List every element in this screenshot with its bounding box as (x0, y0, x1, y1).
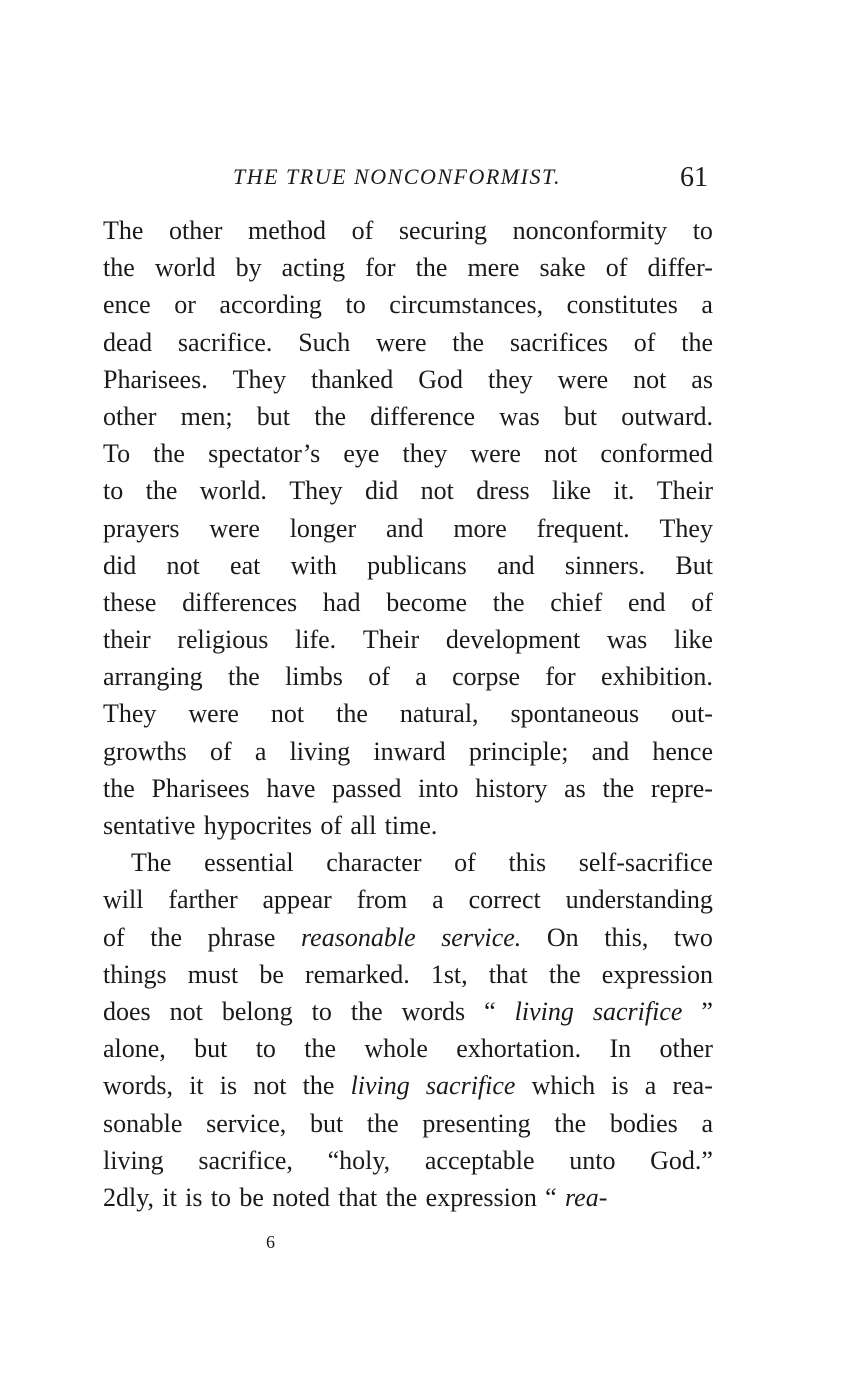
word: farther (168, 885, 238, 915)
word: sake (539, 253, 586, 283)
word: a (254, 736, 267, 766)
word: were (209, 513, 260, 543)
word: to (103, 476, 124, 506)
text-line (103, 1179, 713, 1216)
word: world. (199, 476, 267, 506)
word: the (366, 1108, 399, 1138)
word: method (248, 216, 327, 245)
word: men; (180, 401, 233, 431)
running-title: THE TRUE NONCONFORMIST. (233, 164, 562, 189)
word: the (150, 922, 183, 952)
word: was (606, 625, 648, 655)
word: the (415, 253, 448, 283)
word: Their (362, 625, 420, 655)
word: of (691, 587, 713, 617)
word: were (557, 364, 609, 394)
word: natural, (399, 699, 479, 729)
word: did (103, 550, 137, 580)
word: sacrifice. (177, 327, 273, 357)
word: thanked (311, 364, 394, 394)
word: the (302, 1071, 335, 1101)
word: passed (332, 773, 402, 803)
word: the (452, 327, 485, 357)
word: In (609, 1034, 632, 1064)
word: prayers (103, 513, 180, 543)
word: for (365, 253, 396, 283)
word: service, (206, 1108, 287, 1138)
word: of (454, 848, 476, 878)
word: the (314, 401, 346, 431)
text-line (103, 770, 713, 807)
word: other (659, 1034, 713, 1064)
text-line (103, 733, 713, 770)
text-line (103, 1105, 713, 1142)
word: to (311, 996, 332, 1026)
word: repre- (650, 773, 713, 803)
word: must (187, 959, 239, 989)
word: end (627, 587, 666, 617)
word: differ- (647, 253, 713, 283)
word: and (385, 513, 424, 543)
word: difference (370, 401, 476, 431)
word: of (368, 662, 390, 692)
word: was (499, 401, 540, 431)
word: the (304, 1034, 337, 1064)
word: time. (384, 811, 438, 840)
word: a (701, 290, 713, 320)
word: religious (177, 625, 269, 655)
word: from (356, 885, 408, 915)
word: they (402, 439, 448, 469)
text-line (103, 435, 713, 472)
word: to (210, 1182, 232, 1212)
word: rea- (672, 1071, 713, 1101)
word: the (103, 773, 135, 803)
page-number: 61 (680, 162, 708, 193)
text-line (103, 249, 713, 286)
word: the (492, 587, 525, 617)
word: Such (298, 327, 351, 357)
word: not (169, 996, 203, 1026)
word: but (256, 401, 291, 431)
word: of (351, 216, 374, 245)
word: world (154, 253, 216, 283)
word: bodies (609, 1108, 678, 1138)
word: to (345, 290, 366, 320)
word: unto (569, 1145, 616, 1175)
word: 2dly, (103, 1182, 155, 1212)
word: not (420, 476, 454, 506)
word: will (103, 885, 144, 915)
word: things (103, 959, 167, 989)
word: the (554, 1108, 587, 1138)
word: living (350, 1071, 410, 1101)
text-line (103, 510, 713, 547)
word: Pharisees (151, 773, 250, 803)
word: eye (343, 439, 380, 469)
word: 1st, (430, 959, 468, 989)
word: living (289, 736, 351, 766)
text-line (103, 621, 713, 658)
word: living (103, 1145, 164, 1175)
word: corpse (452, 662, 520, 692)
word: spontaneous (510, 699, 640, 729)
word: this, (604, 922, 649, 952)
word: the (350, 996, 383, 1026)
word: that (488, 959, 528, 989)
text-line (103, 658, 713, 695)
word: principle; (468, 736, 569, 766)
word: according (219, 290, 322, 320)
word: growths (103, 736, 187, 766)
word: were (188, 699, 239, 729)
word: is (219, 1071, 238, 1101)
word: history (475, 773, 548, 803)
word: two (673, 922, 713, 952)
word: constitutes (566, 290, 678, 320)
word: the (681, 327, 713, 357)
word: ” (701, 996, 713, 1026)
word: their (103, 625, 151, 655)
word: differences (182, 587, 298, 617)
word: become (386, 587, 468, 617)
word: They (103, 699, 157, 729)
word: not (270, 699, 305, 729)
word: they (487, 364, 533, 394)
text-line (103, 1030, 713, 1067)
word: appear (262, 885, 332, 915)
word: The (131, 848, 172, 878)
word: but (194, 1034, 228, 1064)
word: circumstances, (389, 290, 544, 320)
text-line (103, 993, 713, 1030)
word: phrase (207, 922, 276, 952)
word: eat (230, 550, 261, 580)
word: to (255, 1034, 276, 1064)
text-line (103, 695, 713, 732)
word: presenting (422, 1108, 531, 1138)
word: exhibition. (601, 662, 713, 692)
word: dead (103, 327, 153, 357)
word: the (153, 439, 185, 469)
word: inward (373, 736, 446, 766)
word: words, (103, 1071, 174, 1101)
word: the (145, 476, 178, 506)
word: spectator’s (208, 439, 321, 469)
word: sacrifice (425, 1071, 516, 1101)
word: hence (652, 736, 713, 766)
word: that (338, 1182, 378, 1212)
word: the (336, 699, 368, 729)
word: remarked. (305, 959, 410, 989)
word: other (103, 401, 157, 431)
word: of (209, 736, 232, 766)
word: securing (398, 216, 487, 245)
word: were (375, 327, 427, 357)
word: life. (295, 625, 337, 655)
word: not (544, 439, 578, 469)
word: “ (545, 1182, 557, 1212)
word: To (103, 439, 131, 469)
word: outward. (621, 401, 713, 431)
word: correct (468, 885, 541, 915)
word: expression (601, 959, 713, 989)
text-line (103, 584, 713, 621)
word: of (320, 811, 343, 840)
word: words (401, 996, 466, 1026)
text-line (103, 547, 713, 584)
word: but (309, 1108, 344, 1138)
text-line (103, 472, 713, 509)
word: exhortation. (456, 1034, 582, 1064)
word: arranging (103, 662, 203, 692)
word: had (322, 587, 361, 617)
text-line (103, 881, 713, 918)
word: a (432, 885, 444, 915)
signature-mark: 6 (266, 1232, 275, 1252)
word: does (103, 996, 151, 1026)
word: God (418, 364, 464, 394)
word: out- (671, 699, 713, 729)
text-line (103, 919, 713, 956)
word: They (289, 476, 343, 506)
word: not (633, 364, 667, 394)
word: frequent. (536, 513, 630, 543)
word: it (162, 1182, 177, 1212)
word: understanding (565, 885, 713, 915)
word: ence (103, 290, 151, 320)
word: not (253, 1071, 287, 1101)
word: the (548, 959, 581, 989)
word: Their (656, 476, 713, 506)
word: to (692, 216, 713, 245)
word: this (508, 848, 547, 878)
word: whole (364, 1034, 428, 1064)
word: But (675, 550, 713, 580)
text-line (103, 398, 713, 435)
word: self-sacrifice (578, 848, 713, 878)
word: it (189, 1071, 204, 1101)
word: with (290, 550, 337, 580)
word: these (103, 587, 157, 617)
word: belong (221, 996, 293, 1026)
word: dress (476, 476, 530, 506)
word: sacrifice (592, 996, 683, 1026)
text-line (103, 286, 713, 323)
word: of (605, 253, 628, 283)
text-line (103, 1067, 713, 1104)
text-line (103, 844, 713, 881)
word: sentative (103, 811, 196, 840)
paragraph (103, 212, 713, 844)
word: not (166, 550, 200, 580)
word: alone, (103, 1034, 166, 1064)
word: expression (425, 1182, 537, 1212)
text-line (103, 807, 713, 844)
word: into (418, 773, 459, 803)
body-text (103, 212, 713, 1216)
text-line (103, 324, 713, 361)
word: They (659, 513, 713, 543)
word: reasonable (301, 922, 416, 952)
word: a (701, 1108, 713, 1138)
word: more (453, 513, 507, 543)
word: The (103, 216, 144, 245)
word: “holy, (327, 1145, 391, 1175)
word: it. (613, 476, 635, 506)
word: “ (484, 996, 496, 1026)
word: sinners. (564, 550, 646, 580)
word: of (103, 922, 125, 952)
word: rea- (565, 1182, 608, 1212)
word: a (415, 662, 427, 692)
word: character (326, 848, 422, 878)
word: chief (550, 587, 603, 617)
word: the (385, 1182, 418, 1212)
word: a (644, 1071, 657, 1101)
word: for (545, 662, 576, 692)
word: have (266, 773, 316, 803)
word: conformed (600, 439, 713, 469)
word: service. (441, 922, 522, 952)
word: as (564, 773, 586, 803)
word: acceptable (424, 1145, 535, 1175)
word: noted (272, 1182, 330, 1212)
word: which (531, 1071, 596, 1101)
word: nonconformity (512, 216, 668, 245)
word: acting (281, 253, 346, 283)
word: On (546, 922, 579, 952)
word: God.” (650, 1145, 713, 1175)
word: development (445, 625, 581, 655)
paragraph (103, 844, 713, 1216)
word: the (103, 253, 135, 283)
word: by (235, 253, 262, 283)
word: like (552, 476, 592, 506)
word: Pharisees. (103, 364, 208, 394)
word: the (602, 773, 635, 803)
word: like (673, 625, 713, 655)
word: all (350, 811, 377, 840)
word: They (232, 364, 287, 394)
word: or (174, 290, 196, 320)
word: but (563, 401, 598, 431)
text-line (103, 361, 713, 398)
word: sonable (103, 1108, 183, 1138)
word: other (169, 216, 223, 245)
word: as (691, 364, 713, 394)
word: limbs (285, 662, 343, 692)
text-line (103, 1142, 713, 1179)
word: sacrifice, (198, 1145, 293, 1175)
word: sacrifices (509, 327, 608, 357)
word: be (239, 1182, 264, 1212)
word: be (259, 959, 284, 989)
word: mere (467, 253, 520, 283)
word: of (633, 327, 656, 357)
word: and (591, 736, 630, 766)
word: the (227, 662, 260, 692)
word: publicans (367, 550, 467, 580)
text-line (103, 212, 713, 249)
word: did (365, 476, 399, 506)
text-line (103, 956, 713, 993)
word: essential (204, 848, 294, 878)
word: longer (289, 513, 357, 543)
word: hypocrites (203, 811, 313, 840)
word: living (514, 996, 574, 1026)
word: is (185, 1182, 203, 1212)
word: were (470, 439, 521, 469)
word: is (611, 1071, 629, 1101)
word: and (497, 550, 535, 580)
